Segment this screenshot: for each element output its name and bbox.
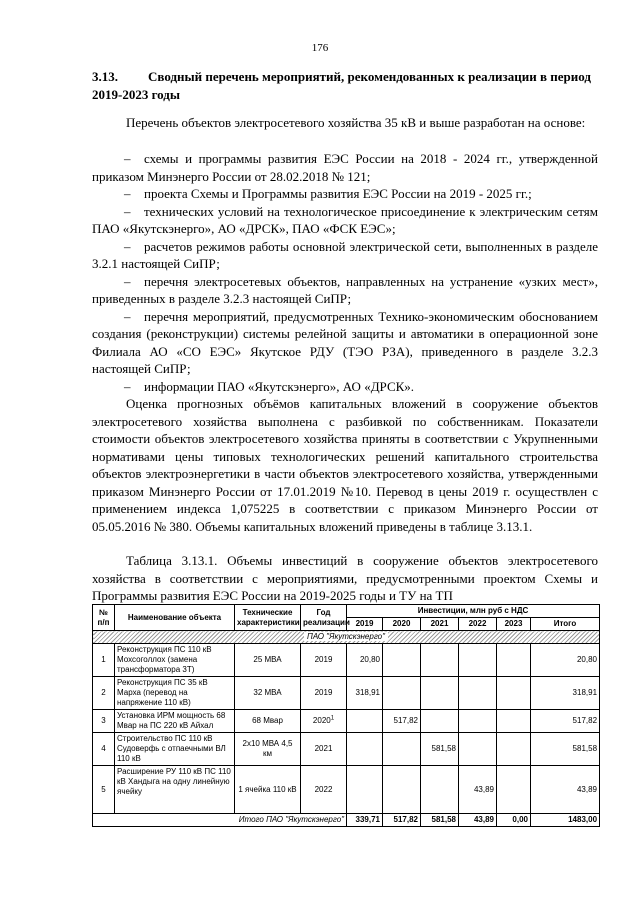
header-num: № п/п (93, 605, 115, 631)
list-dash: – (124, 151, 131, 166)
table-row: 2 Реконструкция ПС 35 кВ Марха (перевод на напряжение 110 кВ) 32 МВА 2019 318,91 318,91 (93, 677, 600, 710)
list-item: – схемы и программы развития ЕЭС России на 2018 - 2024 гг., утвержденной приказом Минэнерго России от 28.02.2018 № 121; (92, 151, 598, 184)
group-row (93, 631, 600, 644)
total-row: Итого ПАО "Якутскэнерго" 339,71 517,82 581,58 43,89 0,00 1483,00 (93, 814, 600, 827)
list-dash: – (124, 273, 131, 289)
table-caption: Таблица 3.13.1. Объемы инвестиций в сооружение объектов электросетевого хозяйства в соответствии с мероприятиями, предусмотренными проектом Схемы и Программы развития ЕЭС России на 2019-2025 годы и ТУ на ТП (92, 553, 598, 603)
section-title: Сводный перечень мероприятий, рекомендованных к реализации в период 2019-2023 годы (92, 69, 591, 102)
list-dash: – (124, 203, 131, 219)
page-number: 176 (311, 42, 329, 54)
group-label: ПАО "Якутскэнерго" (304, 632, 388, 641)
list-item: – расчетов режимов работы основной электрической сети, выполненных в разделе 3.2.1 настоящей СиПР; (92, 238, 598, 271)
table-header-row (93, 605, 600, 618)
header-tech: Технические характеристики (235, 605, 301, 631)
header-2021: 2021 (421, 618, 459, 631)
list-item: – технических условий на технологическое присоединение к электрическим сетям ПАО «Якутскэнерго», АО «ДРСК», ПАО «ФСК ЕЭС»; (92, 203, 598, 236)
sources-list (92, 150, 598, 395)
list-dash: – (124, 238, 131, 254)
total-label: Итого ПАО "Якутскэнерго" (93, 814, 347, 827)
investment-table (92, 604, 600, 827)
table-row: 4 Строительство ПС 110 кВ Судоверфь с отпаечными ВЛ 110 кВ 2х10 МВА 4,5 км 2021 581,58 581,58 (93, 733, 600, 766)
header-2023: 2023 (497, 618, 531, 631)
header-2022: 2022 (459, 618, 497, 631)
section-heading (92, 68, 598, 104)
header-investments: Инвестиции, млн руб с НДС (347, 605, 600, 618)
list-dash: – (124, 186, 131, 201)
table-row: 3 Установка ИРМ мощность 68 Мвар на ПС 220 кВ Айхал 68 Мвар 2020$^1$ 517,82 517,82 (93, 710, 600, 733)
section-number: 3.13. (92, 69, 118, 84)
footnote-mark: 1 (330, 715, 335, 722)
assessment-paragraph: Оценка прогнозных объёмов капитальных вложений в сооружение объектов электросетевого хозяйства выполнена с разбивкой по собственникам. Показатели стоимости объектов электросетевого хозяйства приняты в соответствии с Укрупненными нормативами цены типовых технологических решений капитального строительства объектов электроэнергетики в части объектов электросетевого хозяйства, утвержденными приказом Минэнерго России от 17.01.2019 №10. Перевод в цены 2019 г. осуществлен с применением индекса 1,075225 в соответствии с приказом Минэнерго России от 05.05.2016 № 380. Объемы капитальных вложений приведены в таблице 3.13.1. (92, 396, 598, 534)
list-item: – информации ПАО «Якутскэнерго», АО «ДРСК». (124, 378, 415, 394)
header-2020: 2020 (383, 618, 421, 631)
intro-paragraph: Перечень объектов электросетевого хозяйства 35 кВ и выше разработан на основе: (126, 115, 586, 130)
header-total: Итого (531, 618, 600, 631)
list-item: – перечня электросетевых объектов, направленных на устранение «узких мест», приведенных в разделе 3.2.3 настоящей СиПР; (92, 273, 598, 306)
header-name: Наименование объекта (115, 605, 235, 631)
table-row: 5 Расширение РУ 110 кВ ПС 110 кВ Хандыга на одну линейную ячейку 1 ячейка 110 кВ 2022 43,89 43,89 (93, 766, 600, 814)
list-dash: – (124, 378, 131, 394)
list-item: – проекта Схемы и Программы развития ЕЭС России на 2019 - 2025 гг.; (124, 186, 532, 201)
table-row: 1 Реконструкция ПС 110 кВ Мохсоголлох (замена трансформатора 3Т) 25 МВА 2019 20,80 20,80 (93, 644, 600, 677)
header-2019: 2019 (347, 618, 383, 631)
list-item: – перечня мероприятий, предусмотренных Технико-экономическим обоснованием создания (реконструкции) системы релейной защиты и автоматики в операционной зоне Филиала АО «СО ЕЭС» Якутское РДУ (ТЭО РЗА), приведенного в разделе 3.2.3 настоящей СиПР; (92, 308, 598, 376)
header-year: Год реализации (301, 605, 347, 631)
list-dash: – (124, 308, 131, 324)
